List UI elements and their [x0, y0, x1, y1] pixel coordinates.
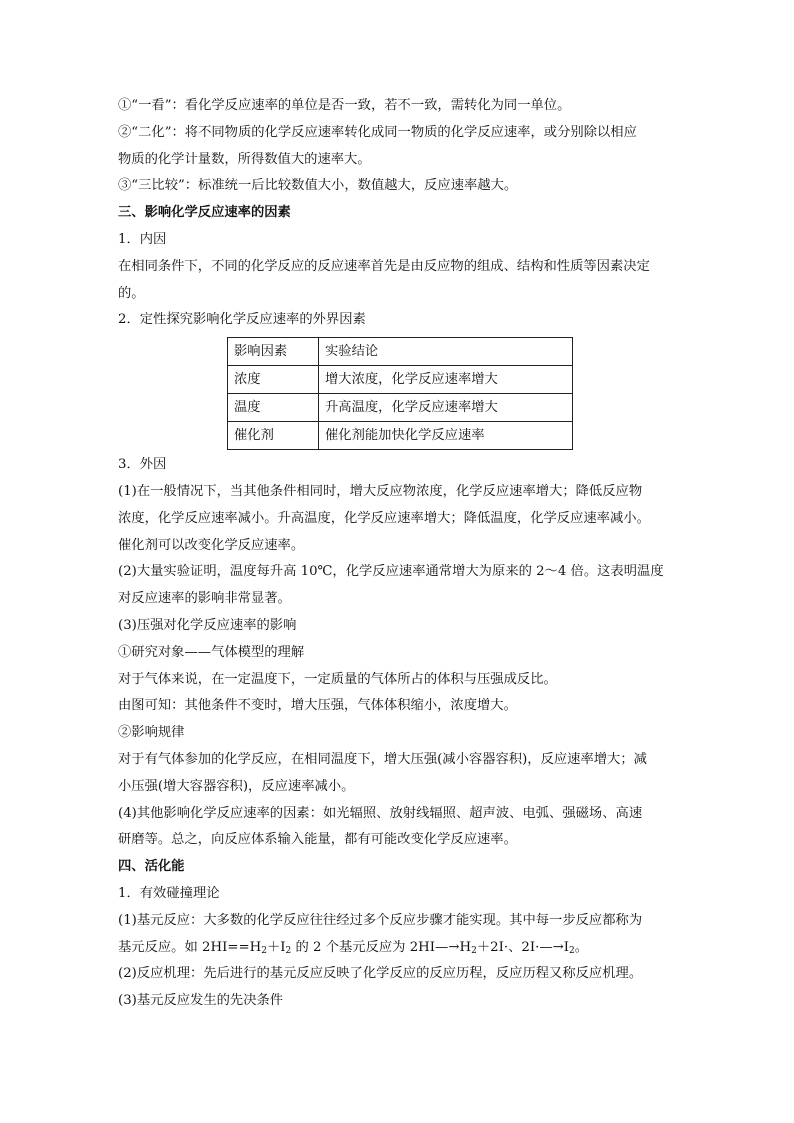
- table-row: [228, 366, 573, 394]
- equals-arrow: ==: [227, 939, 250, 955]
- reaction-arrow: —→: [539, 939, 564, 955]
- text-line: 浓度，化学反应速率减小。升高温度，化学反应速率增大；降低温度，化学反应速率减小。: [118, 510, 650, 526]
- text-line: 物质的化学计量数，所得数值大的速率大。: [118, 151, 371, 167]
- text-line: 的。: [118, 285, 145, 301]
- subscript: 2: [285, 945, 292, 956]
- text-line: 由图可知：其他条件不变时，增大压强，气体体积缩小，浓度增大。: [118, 698, 517, 714]
- text-line: 小压强(增大容器容积)，反应速率减小。: [118, 778, 355, 794]
- factors-table: [227, 337, 573, 450]
- text-line: (1)在一般情况下，当其他条件相同时，增大反应物浓度，化学反应速率增大；降低反应物: [118, 483, 643, 499]
- subsection-title: 1．内因: [118, 231, 167, 247]
- text-segment: 。: [574, 939, 589, 955]
- table-cell: 催化剂: [228, 422, 319, 450]
- text-line: (2)反应机理：先后进行的基元反应反映了化学反应的反应历程，反应历程又称反应机理。: [118, 966, 643, 982]
- table-row: [228, 422, 573, 450]
- table-cell: 升高温度，化学反应速率增大: [319, 394, 573, 422]
- text-segment: 的 2 个基元反应为 2HI: [291, 939, 436, 955]
- document-body: [118, 93, 678, 1015]
- text-line: ①“一看”：看化学反应速率的单位是否一致，若不一致，需转化为同一单位。: [118, 98, 571, 113]
- subscript: 2: [261, 945, 267, 956]
- table-row: [228, 394, 573, 422]
- factors-table-wrapper: [227, 337, 678, 450]
- table-cell: 温度: [228, 394, 319, 422]
- text-line: ①研究对象——气体模型的理解: [118, 644, 305, 660]
- text-line: ③“三比较”：标准统一后比较数值大小，数值越大，反应速率越大。: [118, 178, 518, 194]
- text-line: (1)基元反应：大多数的化学反应往往经过多个反应步骤才能实现。其中每一步反应都称为: [118, 912, 643, 928]
- text-line: 对于有气体参加的化学反应，在相同温度下，增大压强(减小容器容积)，反应速率增大；减: [118, 751, 647, 767]
- table-header-row: [228, 338, 573, 366]
- table-cell: 催化剂能加快化学反应速率: [319, 422, 573, 450]
- text-line: ②影响规律: [118, 725, 185, 741]
- table-cell: 浓度: [228, 366, 319, 394]
- formula-h2: H: [249, 939, 262, 955]
- section-heading-3: 三、影响化学反应速率的因素: [118, 205, 291, 221]
- text-line: (2)大量实验证明，温度每升高 10℃，化学反应速率通常增大为原来的 2～4 倍。这表明温度: [118, 564, 664, 580]
- table-header-cell: 影响因素: [228, 338, 319, 366]
- section-heading-4: 四、活化能: [118, 859, 185, 875]
- text-segment: ＋I: [266, 939, 286, 955]
- equation-line: [118, 935, 678, 962]
- formula-i2: I: [563, 939, 570, 955]
- text-segment: 基元反应。如 2HI: [118, 939, 228, 955]
- text-line: 对反应速率的影响非常显著。: [118, 591, 291, 607]
- text-line: (3)压强对化学反应速率的影响: [118, 617, 297, 633]
- text-line: 研磨等。总之，向反应体系输入能量，都有可能改变化学反应速率。: [118, 832, 517, 848]
- reaction-arrow: —→: [435, 939, 460, 955]
- table-cell: 增大浓度，化学反应速率增大: [319, 366, 573, 394]
- subsection-title: 1．有效碰撞理论: [118, 885, 220, 901]
- text-line: (4)其他影响化学反应速率的因素：如光辐照、放射线辐照、超声波、电弧、强磁场、高速: [118, 805, 643, 821]
- text-line: ②“二化”：将不同物质的化学反应速率转化成同一物质的化学反应速率，或分别除以相应: [118, 124, 637, 140]
- subsection-title: 2．定性探究影响化学反应速率的外界因素: [118, 312, 366, 328]
- text-segment: ＋2I·、2I·: [476, 939, 540, 955]
- text-line: 催化剂可以改变化学反应速率。: [118, 537, 305, 553]
- subscript: 2: [569, 945, 575, 956]
- text-line: 在相同条件下，不同的化学反应的反应速率首先是由反应物的组成、结构和性质等因素决定: [118, 258, 650, 274]
- subscript: 2: [471, 945, 477, 956]
- subsection-title: 3．外因: [118, 457, 167, 473]
- text-line: 对于气体来说，在一定温度下，一定质量的气体所占的体积与压强成反比。: [118, 671, 557, 687]
- formula-h2: H: [459, 939, 472, 955]
- table-header-cell: 实验结论: [319, 338, 573, 366]
- text-line: (3)基元反应发生的先决条件: [118, 993, 284, 1009]
